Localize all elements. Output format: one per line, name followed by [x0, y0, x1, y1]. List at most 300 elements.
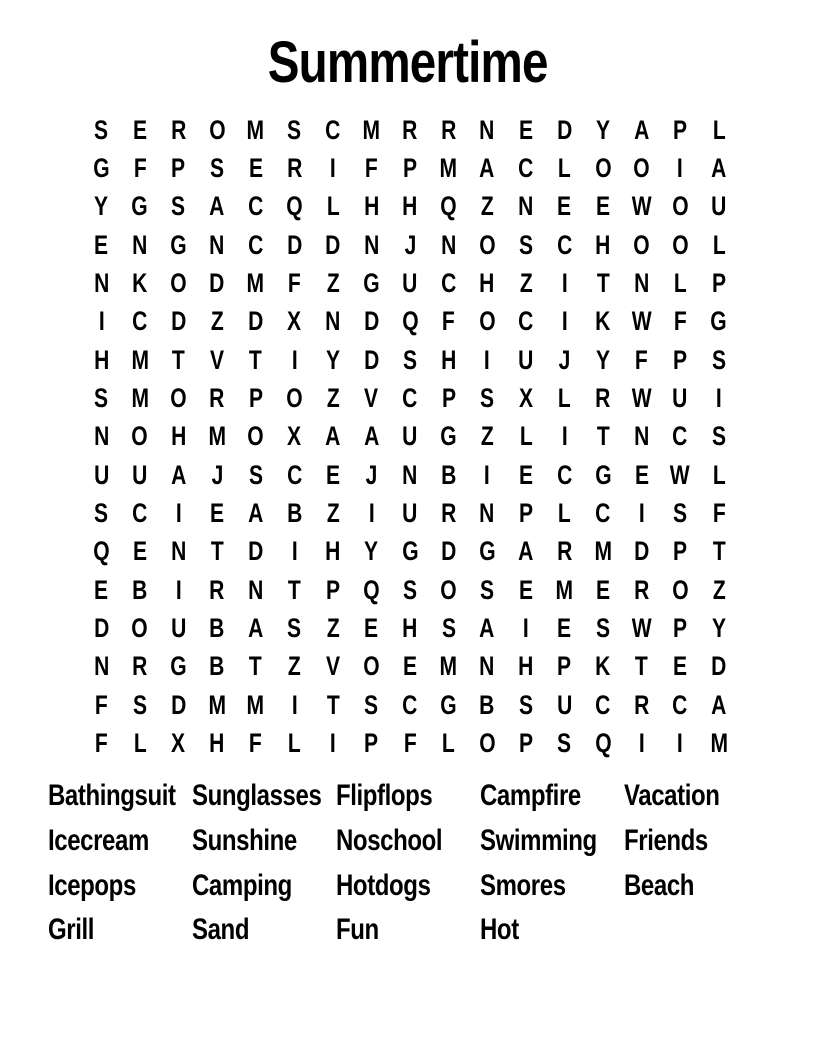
grid-letter: S: [248, 459, 263, 490]
grid-letter: C: [518, 153, 534, 184]
grid-cell-r15c15: [622, 648, 661, 686]
grid-letter: I: [291, 689, 298, 720]
grid-cell-r8c13: [545, 379, 584, 417]
grid-cell-r15c9: [391, 648, 430, 686]
grid-letter: Z: [480, 421, 494, 452]
grid-cell-r13c15: [622, 571, 661, 609]
grid-letter: O: [363, 651, 380, 682]
grid-letter: T: [326, 689, 340, 720]
grid-cell-r13c4: [198, 571, 237, 609]
grid-letter: F: [365, 153, 378, 184]
grid-cell-r2c5: [236, 149, 275, 187]
grid-cell-r3c12: [507, 188, 546, 226]
grid-cell-r7c14: [584, 341, 623, 379]
grid-letter: D: [248, 306, 264, 337]
grid-cell-r15c5: [236, 648, 275, 686]
grid-letter: M: [555, 574, 574, 605]
grid-cell-r4c1: [82, 226, 121, 264]
grid-cell-r4c13: [545, 226, 584, 264]
grid-cell-r14c11: [468, 609, 507, 647]
grid-cell-r16c8: [352, 686, 391, 724]
grid-cell-r2c1: [82, 149, 121, 187]
grid-cell-r11c13: [545, 494, 584, 532]
grid-letter: L: [133, 728, 147, 759]
grid-cell-r5c17: [700, 264, 739, 302]
grid-cell-r7c16: [661, 341, 700, 379]
grid-letter: E: [248, 153, 263, 184]
grid-cell-r4c11: [468, 226, 507, 264]
grid-cell-r17c12: [507, 725, 546, 763]
grid-letter: Y: [364, 536, 379, 567]
word-fun: [336, 915, 480, 945]
grid-letter: G: [170, 229, 187, 260]
grid-letter: J: [211, 459, 223, 490]
grid-letter: O: [208, 114, 226, 145]
grid-letter: F: [442, 306, 456, 337]
grid-letter: R: [402, 114, 418, 145]
grid-cell-r7c12: [507, 341, 546, 379]
grid-letter: M: [246, 114, 265, 145]
grid-letter: S: [94, 498, 109, 529]
grid-cell-r13c9: [391, 571, 430, 609]
grid-letter: I: [175, 574, 182, 605]
grid-cell-r15c2: [121, 648, 160, 686]
grid-cell-r3c10: [429, 188, 468, 226]
word-label: Camping: [192, 868, 292, 902]
grid-cell-r8c17: [700, 379, 739, 417]
grid-letter: E: [518, 114, 533, 145]
grid-cell-r10c16: [661, 456, 700, 494]
grid-cell-r3c15: [622, 188, 661, 226]
grid-letter: O: [440, 574, 457, 605]
word-icepops: [48, 868, 192, 902]
grid-letter: H: [402, 191, 418, 222]
grid-letter: I: [522, 613, 529, 644]
grid-letter: M: [208, 689, 226, 720]
word-icecream: [48, 826, 192, 856]
grid-letter: V: [364, 383, 379, 414]
grid-cell-r6c1: [82, 303, 121, 341]
grid-cell-r4c17: [700, 226, 739, 264]
grid-cell-r11c4: [198, 494, 237, 532]
grid-cell-r7c2: [121, 341, 160, 379]
grid-letter: T: [249, 344, 263, 375]
word-sunglasses: [192, 781, 336, 811]
grid-cell-r4c4: [198, 226, 237, 264]
grid-letter: S: [287, 114, 302, 145]
grid-cell-r11c12: [507, 494, 546, 532]
grid-letter: I: [715, 383, 722, 414]
grid-letter: E: [210, 498, 225, 529]
word-list-row-2: [48, 819, 768, 864]
grid-cell-r9c7: [314, 418, 353, 456]
grid-cell-r14c1: [82, 609, 121, 647]
grid-cell-r17c10: [429, 725, 468, 763]
grid-cell-r16c6: [275, 686, 314, 724]
grid-letter: L: [442, 728, 456, 759]
grid-cell-r2c16: [661, 149, 700, 187]
grid-letter: K: [595, 306, 611, 337]
grid-letter: S: [94, 383, 109, 414]
grid-cell-r1c2: [121, 111, 160, 149]
grid-cell-r15c17: [700, 648, 739, 686]
grid-cell-r6c12: [507, 303, 546, 341]
grid-letter: A: [711, 153, 727, 184]
grid-cell-r11c11: [468, 494, 507, 532]
grid-cell-r9c4: [198, 418, 237, 456]
grid-letter: X: [518, 383, 533, 414]
grid-letter: I: [561, 268, 568, 299]
grid-cell-r12c15: [622, 533, 661, 571]
grid-letter: N: [634, 421, 650, 452]
grid-letter: F: [133, 153, 147, 184]
word-label: Campfire: [480, 779, 581, 813]
grid-letter: R: [556, 536, 573, 567]
word-list: [48, 774, 768, 953]
grid-letter: T: [596, 268, 610, 299]
grid-cell-r2c7: [314, 149, 353, 187]
grid-letter: R: [209, 383, 225, 414]
grid-letter: G: [594, 459, 612, 490]
grid-letter: B: [441, 459, 457, 490]
grid-letter: A: [248, 613, 264, 644]
grid-letter: Q: [594, 728, 612, 759]
grid-letter: Z: [519, 268, 533, 299]
grid-cell-r4c16: [661, 226, 700, 264]
word-campfire: [480, 781, 624, 811]
grid-letter: M: [594, 536, 612, 567]
grid-letter: C: [402, 689, 418, 720]
grid-cell-r2c12: [507, 149, 546, 187]
grid-letter: R: [170, 114, 187, 145]
grid-cell-r11c15: [622, 494, 661, 532]
grid-letter: E: [518, 459, 533, 490]
grid-cell-r5c15: [622, 264, 661, 302]
grid-cell-r7c17: [700, 341, 739, 379]
grid-cell-r15c11: [468, 648, 507, 686]
grid-letter: I: [175, 498, 182, 529]
grid-letter: E: [634, 459, 649, 490]
grid-letter: B: [209, 613, 225, 644]
grid-letter: S: [711, 421, 726, 452]
grid-letter: A: [248, 498, 264, 529]
puzzle-title-text: Summertime: [268, 30, 548, 95]
grid-cell-r2c17: [700, 149, 739, 187]
grid-cell-r1c7: [314, 111, 353, 149]
grid-letter: B: [209, 651, 225, 682]
grid-letter: P: [711, 268, 726, 299]
grid-letter: F: [249, 728, 263, 759]
grid-letter: I: [561, 421, 568, 452]
grid-cell-r17c14: [584, 725, 623, 763]
grid-cell-r15c14: [584, 648, 623, 686]
grid-cell-r11c16: [661, 494, 700, 532]
grid-cell-r13c6: [275, 571, 314, 609]
grid-cell-r9c13: [545, 418, 584, 456]
grid-cell-r3c16: [661, 188, 700, 226]
grid-letter: O: [247, 421, 264, 452]
grid-cell-r10c17: [700, 456, 739, 494]
grid-letter: H: [479, 268, 495, 299]
grid-cell-r8c2: [121, 379, 160, 417]
word-camping: [192, 868, 336, 902]
grid-cell-r3c1: [82, 188, 121, 226]
grid-cell-r6c15: [622, 303, 661, 341]
grid-letter: A: [363, 421, 380, 452]
grid-cell-r16c11: [468, 686, 507, 724]
grid-letter: D: [634, 536, 650, 567]
grid-letter: T: [635, 651, 649, 682]
grid-letter: L: [712, 229, 726, 260]
grid-letter: D: [170, 689, 187, 720]
grid-letter: B: [286, 498, 302, 529]
grid-cell-r4c2: [121, 226, 160, 264]
grid-letter: Q: [363, 574, 380, 605]
grid-cell-r11c10: [429, 494, 468, 532]
grid-cell-r8c16: [661, 379, 700, 417]
grid-cell-r3c6: [275, 188, 314, 226]
grid-letter: I: [329, 728, 336, 759]
grid-letter: C: [248, 229, 264, 260]
grid-letter: O: [594, 153, 612, 184]
grid-cell-r7c15: [622, 341, 661, 379]
grid-cell-r3c9: [391, 188, 430, 226]
grid-letter: M: [362, 114, 381, 145]
grid-letter: I: [638, 498, 645, 529]
grid-cell-r12c7: [314, 533, 353, 571]
grid-letter: B: [479, 689, 495, 720]
grid-letter: T: [287, 574, 301, 605]
grid-letter: L: [519, 421, 533, 452]
grid-letter: D: [209, 268, 225, 299]
grid-letter: O: [170, 268, 187, 299]
grid-letter: M: [439, 651, 458, 682]
grid-cell-r10c5: [236, 456, 275, 494]
grid-cell-r6c11: [468, 303, 507, 341]
grid-cell-r7c6: [275, 341, 314, 379]
grid-cell-r15c8: [352, 648, 391, 686]
grid-letter: H: [325, 536, 341, 567]
grid-cell-r6c14: [584, 303, 623, 341]
grid-letter: O: [479, 728, 496, 759]
grid-letter: U: [402, 421, 418, 452]
grid-letter: A: [479, 613, 495, 644]
word-grill: [48, 915, 192, 945]
grid-cell-r8c6: [275, 379, 314, 417]
grid-cell-r9c1: [82, 418, 121, 456]
grid-cell-r11c17: [700, 494, 739, 532]
grid-letter: C: [132, 498, 148, 529]
grid-cell-r9c5: [236, 418, 275, 456]
grid-cell-r16c13: [545, 686, 584, 724]
grid-cell-r7c9: [391, 341, 430, 379]
grid-cell-r12c2: [121, 533, 160, 571]
grid-letter: C: [441, 268, 457, 299]
grid-letter: L: [326, 191, 340, 222]
grid-cell-r8c9: [391, 379, 430, 417]
grid-cell-r1c12: [507, 111, 546, 149]
grid-cell-r6c4: [198, 303, 237, 341]
grid-letter: R: [595, 383, 611, 414]
grid-letter: I: [561, 306, 568, 337]
grid-letter: P: [248, 383, 263, 414]
word-label: Hot: [480, 913, 519, 947]
grid-cell-r9c11: [468, 418, 507, 456]
grid-cell-r14c15: [622, 609, 661, 647]
grid-letter: O: [131, 613, 149, 644]
grid-letter: I: [368, 498, 375, 529]
grid-cell-r2c9: [391, 149, 430, 187]
grid-letter: R: [286, 153, 302, 184]
grid-cell-r14c3: [159, 609, 198, 647]
grid-cell-r15c16: [661, 648, 700, 686]
grid-cell-r8c10: [429, 379, 468, 417]
grid-letter: R: [634, 574, 650, 605]
grid-letter: C: [556, 459, 573, 490]
grid-letter: P: [171, 153, 186, 184]
grid-letter: S: [518, 689, 533, 720]
grid-letter: C: [248, 191, 264, 222]
grid-cell-r6c6: [275, 303, 314, 341]
grid-cell-r4c9: [391, 226, 430, 264]
word-label: Fun: [336, 913, 379, 947]
grid-cell-r13c14: [584, 571, 623, 609]
grid-cell-r6c9: [391, 303, 430, 341]
grid-cell-r12c17: [700, 533, 739, 571]
grid-letter: G: [93, 153, 110, 184]
grid-cell-r1c4: [198, 111, 237, 149]
grid-cell-r15c7: [314, 648, 353, 686]
word-hot: [480, 915, 624, 945]
word-friends: [624, 826, 768, 856]
grid-cell-r1c17: [700, 111, 739, 149]
grid-cell-r17c8: [352, 725, 391, 763]
grid-cell-r2c13: [545, 149, 584, 187]
grid-letter: M: [208, 421, 226, 452]
grid-letter: N: [248, 574, 264, 605]
grid-letter: Y: [325, 344, 340, 375]
grid-cell-r12c10: [429, 533, 468, 571]
grid-cell-r17c15: [622, 725, 661, 763]
grid-letter: G: [131, 191, 149, 222]
grid-cell-r10c7: [314, 456, 353, 494]
grid-letter: G: [401, 536, 419, 567]
grid-cell-r14c5: [236, 609, 275, 647]
grid-letter: D: [441, 536, 457, 567]
grid-cell-r6c3: [159, 303, 198, 341]
grid-letter: S: [441, 613, 456, 644]
grid-letter: P: [441, 383, 456, 414]
grid-cell-r13c1: [82, 571, 121, 609]
grid-cell-r16c9: [391, 686, 430, 724]
grid-cell-r4c10: [429, 226, 468, 264]
grid-letter: C: [672, 421, 688, 452]
grid-letter: L: [557, 498, 571, 529]
grid-letter: U: [402, 268, 418, 299]
grid-letter: W: [631, 306, 652, 337]
grid-cell-r10c8: [352, 456, 391, 494]
grid-cell-r16c1: [82, 686, 121, 724]
grid-letter: E: [403, 651, 418, 682]
grid-letter: G: [440, 421, 457, 452]
grid-cell-r5c8: [352, 264, 391, 302]
grid-cell-r10c4: [198, 456, 237, 494]
grid-letter: U: [711, 191, 727, 222]
grid-cell-r2c8: [352, 149, 391, 187]
grid-cell-r1c11: [468, 111, 507, 149]
grid-letter: J: [558, 344, 571, 375]
grid-letter: N: [441, 229, 457, 260]
grid-cell-r3c17: [700, 188, 739, 226]
grid-cell-r3c2: [121, 188, 160, 226]
grid-letter: S: [287, 613, 302, 644]
grid-cell-r7c8: [352, 341, 391, 379]
grid-letter: H: [595, 229, 611, 260]
grid-letter: R: [441, 498, 457, 529]
grid-letter: O: [671, 229, 689, 260]
grid-cell-r5c12: [507, 264, 546, 302]
grid-cell-r5c6: [275, 264, 314, 302]
grid-letter: D: [556, 114, 573, 145]
grid-letter: T: [210, 536, 224, 567]
grid-cell-r7c4: [198, 341, 237, 379]
grid-letter: I: [677, 728, 684, 759]
grid-letter: T: [249, 651, 263, 682]
grid-letter: S: [711, 344, 726, 375]
grid-cell-r1c14: [584, 111, 623, 149]
grid-cell-r7c13: [545, 341, 584, 379]
grid-cell-r6c2: [121, 303, 160, 341]
word-label: Swimming: [480, 824, 597, 858]
word-bathingsuit: [48, 781, 192, 811]
grid-letter: W: [670, 459, 691, 490]
grid-letter: S: [673, 498, 688, 529]
grid-letter: X: [287, 306, 302, 337]
grid-letter: N: [479, 114, 495, 145]
grid-cell-r4c14: [584, 226, 623, 264]
grid-cell-r9c8: [352, 418, 391, 456]
grid-letter: Z: [287, 651, 301, 682]
grid-cell-r6c16: [661, 303, 700, 341]
grid-letter: S: [364, 689, 379, 720]
grid-letter: O: [479, 306, 496, 337]
grid-cell-r15c3: [159, 648, 198, 686]
grid-cell-r14c6: [275, 609, 314, 647]
grid-letter: E: [673, 651, 688, 682]
grid-letter: M: [131, 344, 149, 375]
grid-cell-r1c16: [661, 111, 700, 149]
grid-cell-r13c5: [236, 571, 275, 609]
grid-letter: T: [172, 344, 185, 375]
grid-cell-r3c5: [236, 188, 275, 226]
grid-cell-r3c11: [468, 188, 507, 226]
grid-letter: E: [595, 574, 611, 605]
grid-letter: P: [518, 498, 533, 529]
grid-letter: E: [557, 191, 572, 222]
grid-cell-r9c16: [661, 418, 700, 456]
grid-cell-r12c1: [82, 533, 121, 571]
grid-letter: G: [440, 689, 457, 720]
grid-cell-r2c15: [622, 149, 661, 187]
grid-cell-r13c12: [507, 571, 546, 609]
grid-letter: P: [325, 574, 340, 605]
grid-letter: N: [93, 421, 109, 452]
word-label: Icecream: [48, 824, 149, 858]
letter-grid: [82, 111, 738, 763]
grid-cell-r4c6: [275, 226, 314, 264]
grid-cell-r15c12: [507, 648, 546, 686]
grid-letter: S: [480, 383, 495, 414]
